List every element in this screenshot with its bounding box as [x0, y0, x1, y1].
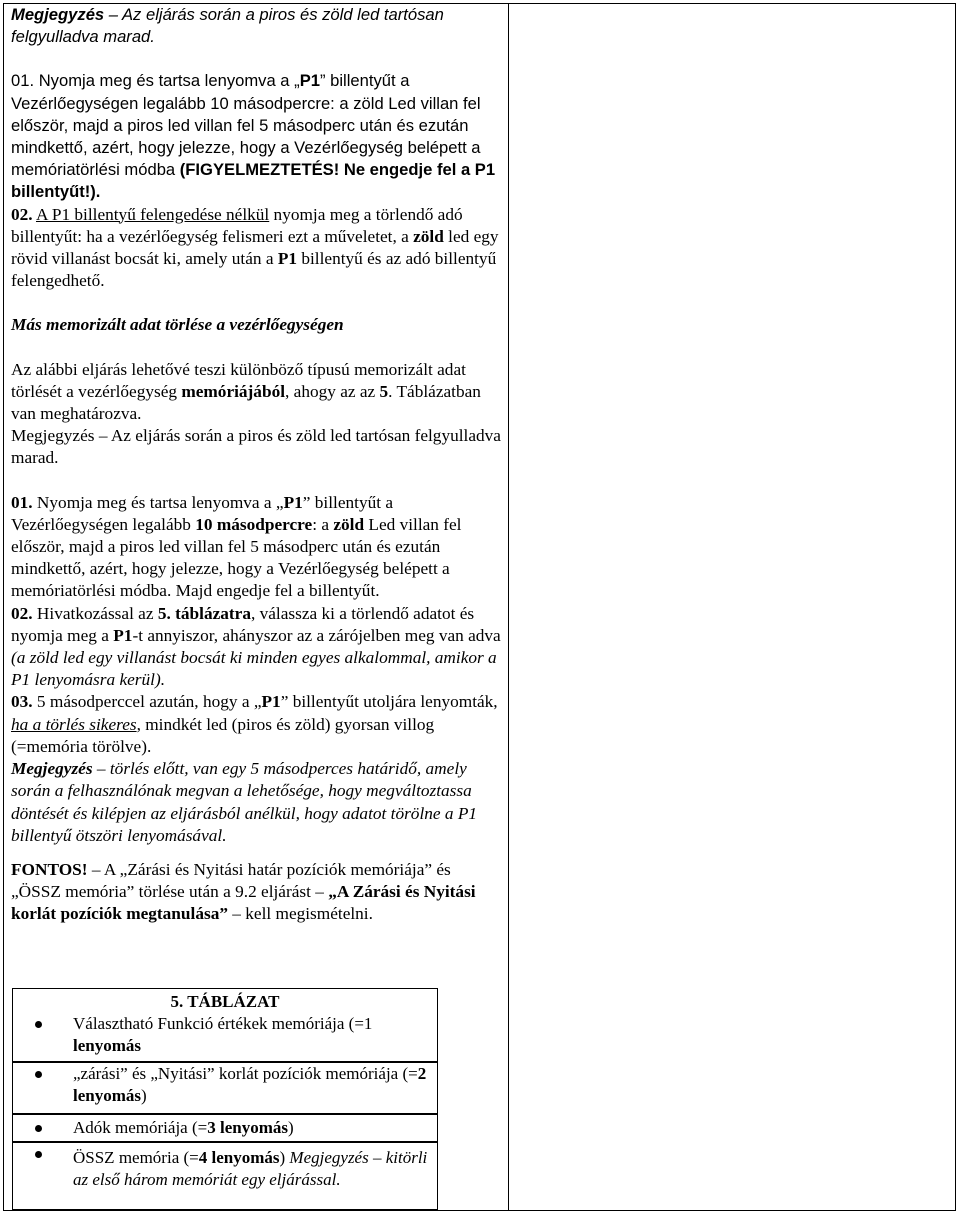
top-step-1: 01. Nyomja meg és tartsa lenyomva a „P1” billentyűt a Vezérlőegységen legalább 10 másodpercre: a zöld Led villan fel először, majd a piros led villan fel 5 másodperc után és ezután mindkettő, azért, hogy jelezze, hogy a Vezérlőegység belépett a memóriatörlési módba (FIGYELMEZTETÉS! Ne engedje fel a P1 billentyűt!). [11, 71, 496, 202]
table-title: 5. TÁBLÁZAT [170, 992, 280, 1011]
step-1: 01. Nyomja meg és tartsa lenyomva a „P1” billentyűt a Vezérlőegységen legalább 10 másodpercre: a zöld Led villan fel először, majd a piros led villan fel 5 másodperc után és ezután mindkettő, azért, hogy jelezze, hogy a Vezérlőegység belépett a memóriatörlési módba. Majd engedje fel a billentyűt. [11, 492, 462, 601]
step-3: 03. 5 másodperccel azután, hogy a „P1” billentyűt utoljára lenyomták, ha a törlés sikeres, mindkét led (piros és zöld) gyorsan villog (=memória törölve). [11, 692, 498, 756]
section-heading: Más memorizált adat törlése a vezérlőegységen [11, 315, 344, 335]
table-row: Választható Funkció értékek memóriája (=1 lenyomás [13, 1013, 437, 1063]
bullet-icon [35, 1021, 42, 1028]
table-row: ÖSSZ memória (=4 lenyomás) Megjegyzés – kitörli az első három memóriát egy eljárással. [13, 1143, 437, 1191]
bullet-icon [35, 1151, 42, 1158]
top-step-2: 02. A P1 billentyű felengedése nélkül nyomja meg a törlendő adó billentyűt: ha a vezérlőegység felismeri ezt a műveletet, a zöld led egy rövid villanást bocsát ki, amely után a P1 billentyű és az adó billentyű felengedhető. [11, 204, 499, 291]
important-note: FONTOS! – A „Zárási és Nyitási határ pozíciók memóriája” és „ÖSSZ memória” törlése után a 9.2 eljárást – „A Zárási és Nyitási korlát pozíciók megtanulása” – kell megismételni. [11, 859, 476, 924]
top-note: Megjegyzés – Az eljárás során a piros és zöld led tartósan felgyulladva marad. [11, 5, 444, 47]
content-column [11, 4, 501, 926]
column-divider [508, 3, 509, 1211]
note-2: Megjegyzés – Az eljárás során a piros és zöld led tartósan felgyulladva marad. [11, 426, 501, 468]
note-3: Megjegyzés – törlés előtt, van egy 5 másodperces határidő, amely során a felhasználónak megvan a lehetősége, hogy megváltoztassa döntését és kilépjen az eljárásból anélkül, hogy adatot törölne a P1 billentyű ötszöri lenyomásával. [11, 759, 478, 845]
bullet-icon [35, 1125, 42, 1132]
intro-paragraph: Az alábbi eljárás lehetővé teszi különböző típusú memorizált adat törlését a vezérlőegység memóriájából, ahogy az az 5. Táblázatban van meghatározva. [11, 359, 481, 424]
step-2: 02. Hivatkozással az 5. táblázatra, válassza ki a törlendő adatot és nyomja meg a P1-t annyiszor, ahányszor az a zárójelben meg van adva (a zöld led egy villanást bocsát ki minden egyes alkalommal, amikor a P1 lenyomásra kerül). [11, 603, 501, 690]
table-row: Adók memóriája (=3 lenyomás) [13, 1117, 437, 1143]
table-row: „zárási” és „Nyitási” korlát pozíciók memóriája (=2 lenyomás) [13, 1063, 437, 1115]
memory-table [12, 988, 438, 1210]
bullet-icon [35, 1071, 42, 1078]
warning-text: (FIGYELMEZTETÉS! Ne engedje fel a P1 billentyűt!). [11, 160, 496, 202]
